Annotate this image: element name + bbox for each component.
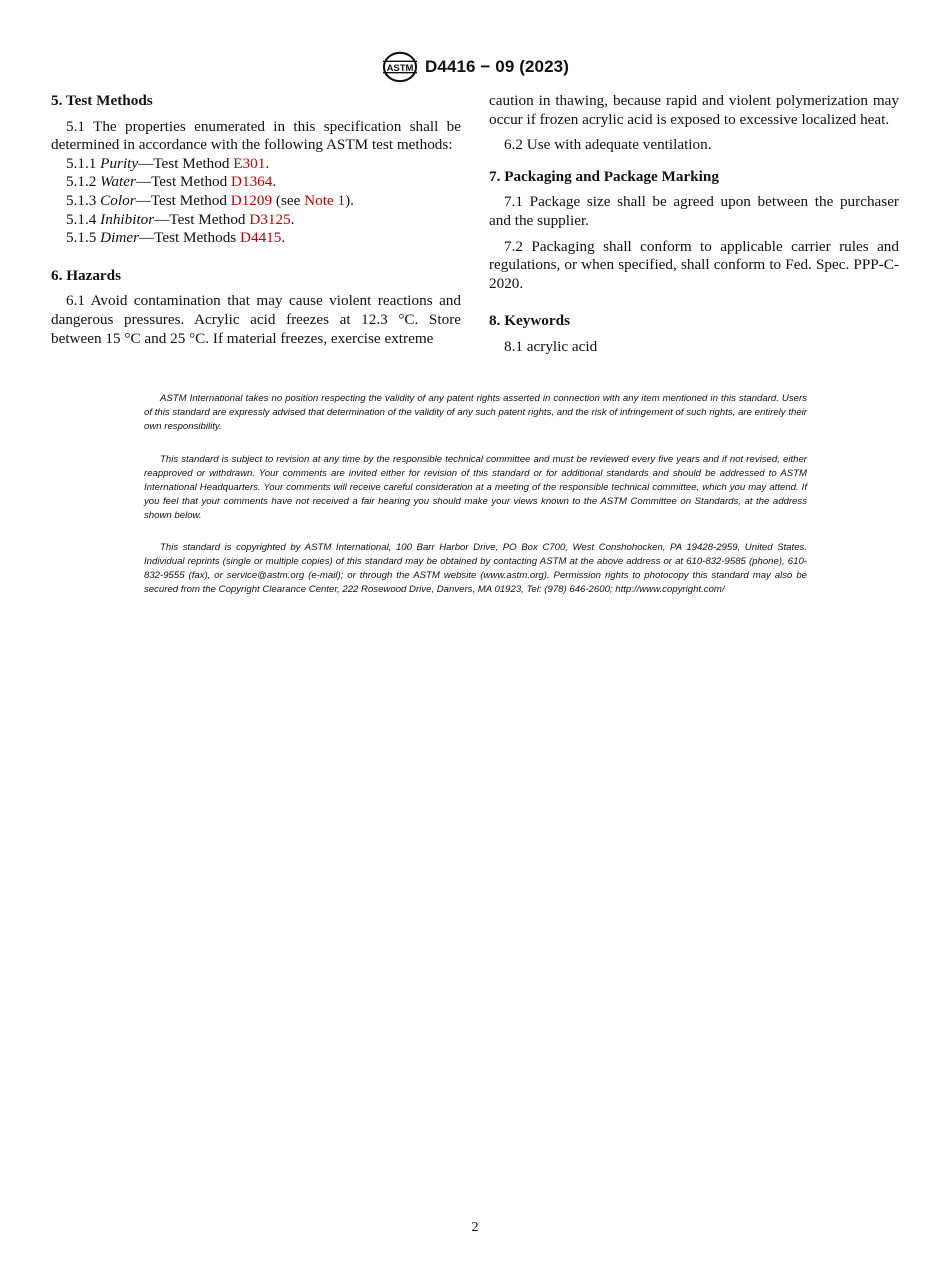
right-column <box>489 92 899 357</box>
item-5-1-4: 5.1.4 Inhibitor—Test Method D3125. <box>66 210 295 228</box>
page-header <box>0 50 950 84</box>
revision-notice: This standard is subject to revision at any time by the responsible technical committee and must be reviewed every five years and if not revised, either reapproved or withdrawn. Your comments are invited either for revision of this standard or for additional standards and should be addressed to ASTM International Headquarters. Your comments will receive careful consideration at a meeting of the responsible technical committee, which you may attend. If you feel that your comments have not received a fair hearing you should make your views known to the ASTM Committee on Standards, at the address shown below. <box>144 454 807 521</box>
item-5-1-3: 5.1.3 Color—Test Method D1209 (see Note 1). <box>66 191 354 209</box>
document-designation: D4416 − 09 (2023) <box>425 57 569 76</box>
svg-text:ASTM: ASTM <box>386 62 414 74</box>
ref-d1364-link[interactable]: D1364 <box>231 173 273 191</box>
patent-notice: ASTM International takes no position respecting the validity of any patent rights asserted in connection with any item mentioned in this standard. Users of this standard are expressly advised that determination of the validity of any such patent rights, and the risk of infringement of such rights, are entirely their own responsibility. <box>144 393 807 432</box>
ref-d4415-link[interactable]: D4415 <box>240 229 282 247</box>
copyright-notice: This standard is copyrighted by ASTM International, 100 Barr Harbor Drive, PO Box C700, West Conshohocken, PA 19428-2959, United States. Individual reprints (single or multiple copies) of this standard may be obtained by contacting ASTM at the above address or at 610-832-9585 (phone), 610-832-9555 (fax), or service@astm.org (e-mail); or through the ASTM website (www.astm.org). Permission rights to photocopy this standard may also be secured from the Copyright Clearance Center, 222 Rosewood Drive, Danvers, MA 01923, Tel: (978) 646-2600; http://www.copyright.com/ <box>144 542 807 595</box>
para-7-2: 7.2 Packaging shall conform to applicable carrier rules and regulations, or when specified, shall conform to Fed. Spec. PPP-C-2020. <box>489 237 899 292</box>
section-5-heading: 5. Test Methods <box>51 92 153 109</box>
item-5-1-2: 5.1.2 Water—Test Method D1364. <box>66 173 277 191</box>
item-5-1-5: 5.1.5 Dimer—Test Methods D4415. <box>66 229 286 247</box>
para-6-1: 6.1 Avoid contamination that may cause violent reactions and dangerous pressures. Acrylic acid freezes at 12.3 °C. Store between 15 °C and 25 °C. If material freezes, exercise extreme <box>51 292 461 347</box>
page-number: 2 <box>471 1220 479 1235</box>
ref-note-1-link[interactable]: Note 1 <box>304 191 346 209</box>
item-5-1-1: 5.1.1 Purity—Test Method E301. <box>66 154 270 172</box>
para-6-2: 6.2 Use with adequate ventilation. <box>504 136 712 154</box>
para-8-1: 8.1 acrylic acid <box>504 337 598 355</box>
ref-d1209-link[interactable]: D1209 <box>230 191 273 209</box>
section-7-heading: 7. Packaging and Package Marking <box>489 167 719 185</box>
ref-d3125-link[interactable]: D3125 <box>249 210 291 228</box>
para-6-1-continued: caution in thawing, because rapid and violent polymerization may occur if frozen acrylic acid is exposed to excessive localized heat. <box>489 92 899 128</box>
para-5-1: 5.1 The properties enumerated in this specification shall be determined in accordance with the following ASTM test methods: <box>51 117 461 154</box>
left-column <box>51 92 461 348</box>
para-7-1: 7.1 Package size shall be agreed upon between the purchaser and the supplier. <box>489 193 899 229</box>
astm-logo-icon <box>381 50 419 84</box>
section-8-heading: 8. Keywords <box>489 312 570 330</box>
ref-e301-link[interactable]: E301 <box>233 154 266 172</box>
section-6-heading: 6. Hazards <box>51 266 122 284</box>
